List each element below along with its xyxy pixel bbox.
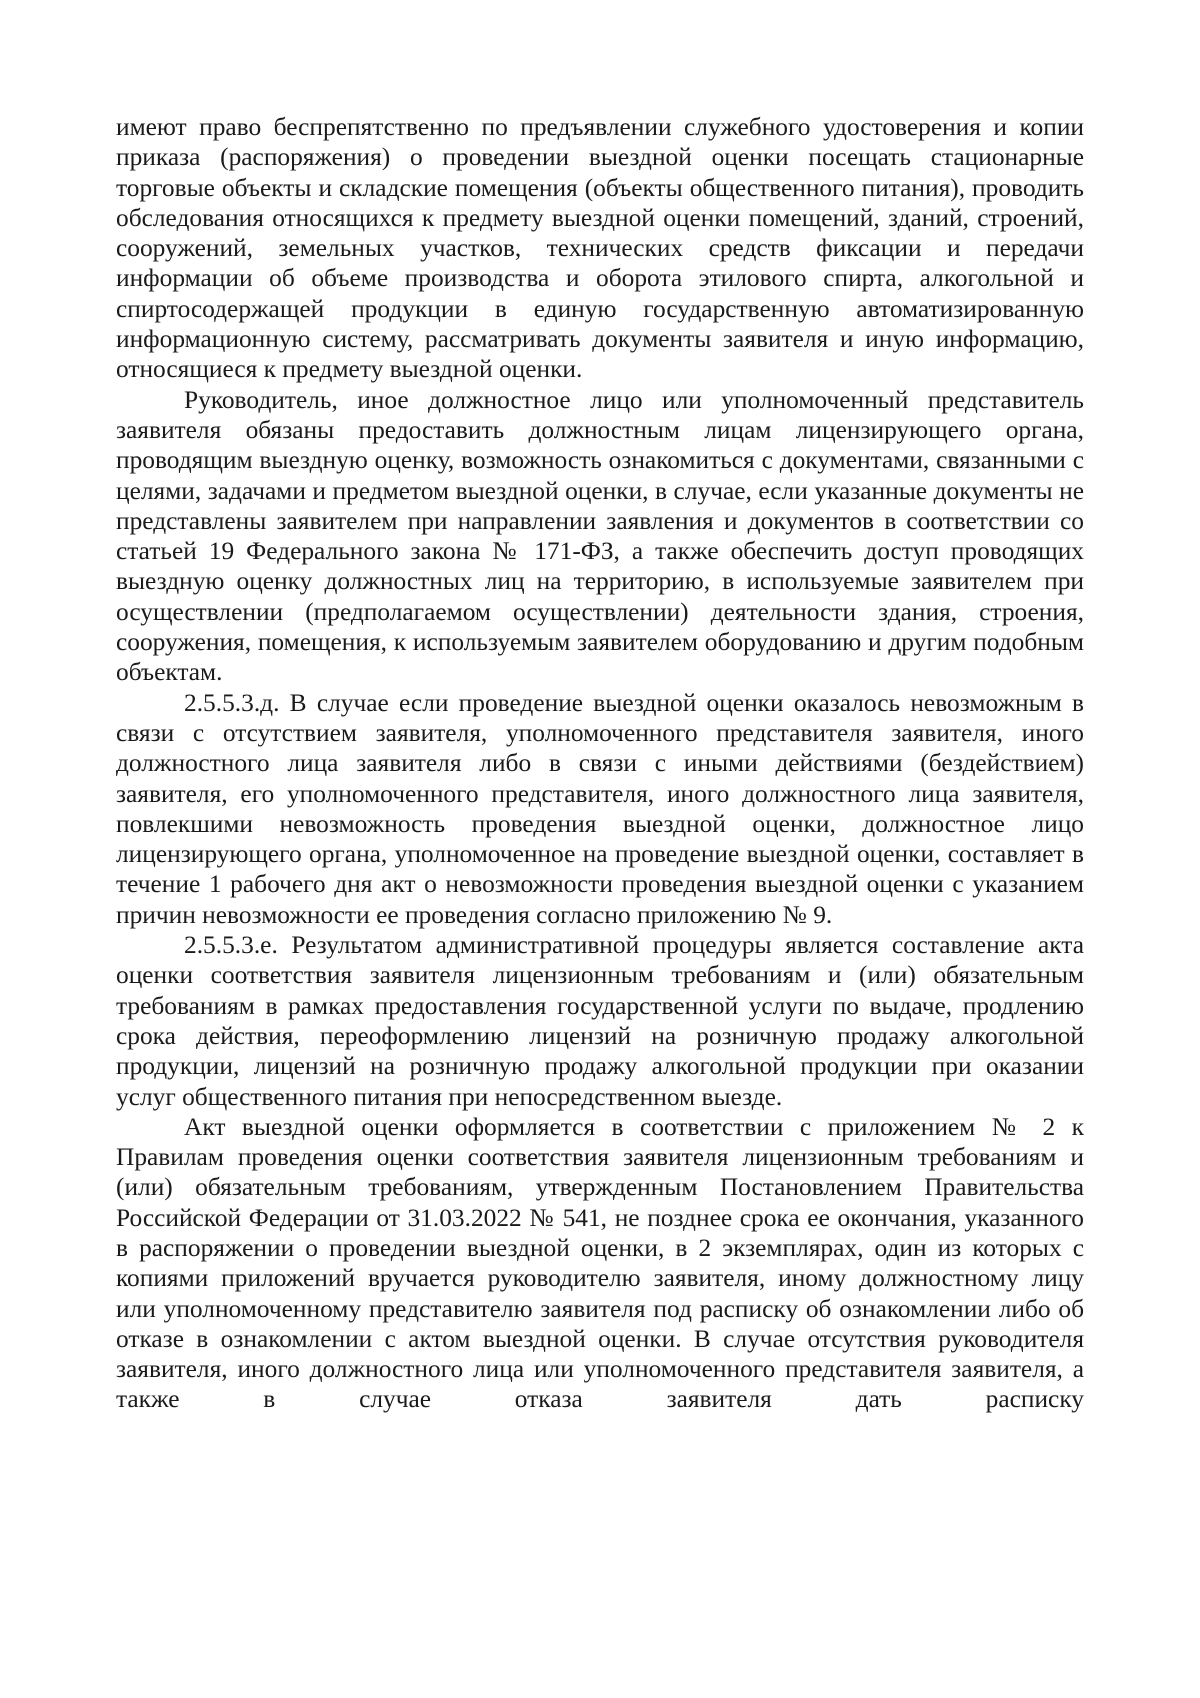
paragraph-inspection-act: Акт выездной оценки оформляется в соответствии с приложением № 2 к Правилам проведения оценки соответствия заявителя лицензионным требованиям и (или) обязательным требованиям, утвержденным Постановлением Правительства Российской Федерации от 31.03.2022 № 541, не позднее срока ее окончания, указанного в распоряжении о проведении выездной оценки, в 2 экземплярах, один из которых с копиями приложений вручается руководителю заявителя, иному должностному лицу или уполномоченному представителю заявителя под расписку об ознакомлении либо об отказе в ознакомлении с актом выездной оценки. В случае отсутствия руководителя заявителя, иного должностного лица или уполномоченного представителя заявителя, а также в случае отказа заявителя дать расписку: [116, 1112, 1084, 1414]
paragraph-2-5-5-3-e: 2.5.5.3.е. Результатом административной процедуры является составление акта оценки соответствия заявителя лицензионным требованиям и (или) обязательным требованиям в рамках предоставления государственной услуги по выдаче, продлению срока действия, переоформлению лицензий на розничную продажу алкогольной продукции, лицензий на розничную продажу алкогольной продукции при оказании услуг общественного питания при непосредственном выезде.: [116, 931, 1084, 1111]
paragraph-inspector-rights-continuation: имеют право беспрепятственно по предъявлении служебного удостоверения и копии приказа (распоряжения) о проведении выездной оценки посещать стационарные торговые объекты и складские помещения (объекты общественного питания), проводить обследования относящихся к предмету выездной оценки помещений, зданий, строений, сооружений, земельных участков, технических средств фиксации и передачи информации об объеме производства и оборота этилового спирта, алкогольной и спиртосодержащей продукции в единую государственную автоматизированную информационную систему, рассматривать документы заявителя и иную информацию, относящиеся к предмету выездной оценки.: [116, 113, 1084, 384]
paragraph-applicant-obligations: Руководитель, иное должностное лицо или уполномоченный представитель заявителя обязаны предоставить должностным лицам лицензирующего органа, проводящим выездную оценку, возможность ознакомиться с документами, связанными с целями, задачами и предметом выездной оценки, в случае, если указанные документы не представлены заявителем при направлении заявления и документов в соответствии со статьей 19 Федерального закона № 171-ФЗ, а также обеспечить доступ проводящих выездную оценку должностных лиц на территорию, в используемые заявителем при осуществлении (предполагаемом осуществлении) деятельности здания, строения, сооружения, помещения, к используемым заявителем оборудованию и другим подобным объектам.: [116, 385, 1084, 687]
paragraph-2-5-5-3-d: 2.5.5.3.д. В случае если проведение выездной оценки оказалось невозможным в связи с отсутствием заявителя, уполномоченного представителя заявителя, иного должностного лица заявителя либо в связи с иными действиями (бездействием) заявителя, его уполномоченного представителя, иного должностного лица заявителя, повлекшими невозможность проведения выездной оценки, должностное лицо лицензирующего органа, уполномоченное на проведение выездной оценки, составляет в течение 1 рабочего дня акт о невозможности проведения выездной оценки с указанием причин невозможности ее проведения согласно приложению № 9.: [116, 688, 1084, 929]
document-body: [116, 112, 1084, 1415]
